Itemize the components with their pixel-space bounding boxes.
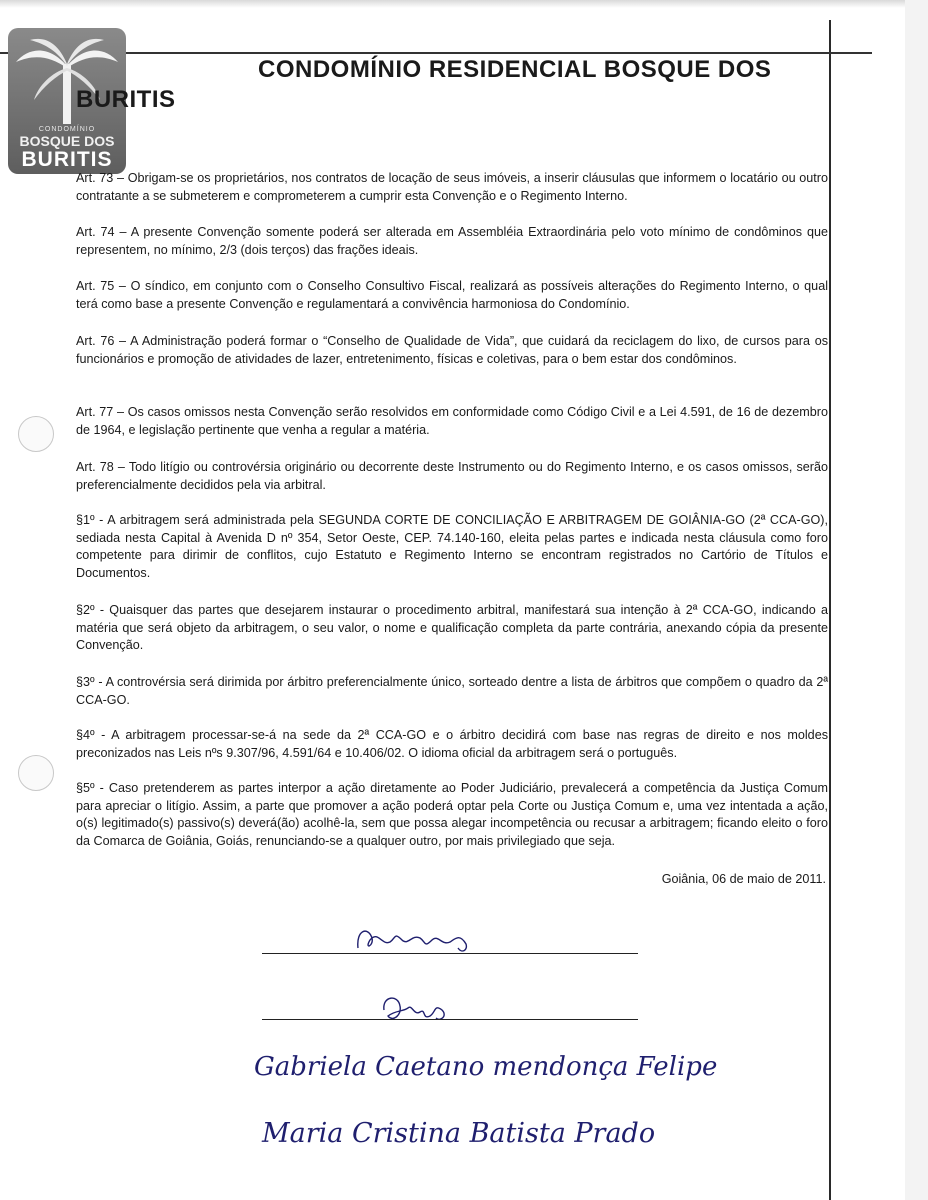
logo-small-text: CONDOMÍNIO xyxy=(38,126,96,133)
document-title-line1: CONDOMÍNIO RESIDENCIAL BOSQUE DOS xyxy=(258,56,772,83)
paragraph-2: §2º - Quaisquer das partes que desejarem instaurar o procedimento arbitral, manifestará sua intenção à 2ª CCA-GO, indicando a matéria que será objeto da arbitragem, o seu valor, o nome e qualificação completa da parte contrária, anexando cópia da presente Convenção. xyxy=(76,603,828,652)
signature-line xyxy=(262,953,638,954)
punch-hole xyxy=(18,755,54,791)
signature-3: Gabriela Caetano mendonça Felipe xyxy=(254,1052,718,1082)
logo-mid-text: BOSQUE DOS xyxy=(19,133,115,149)
scan-margin xyxy=(905,0,928,1200)
paragraph-4: §4º - A arbitragem processar-se-á na sede da 2ª CCA-GO e o árbitro decidirá com base nas regras de direito e nos moldes preconizados nas Leis nºs 9.307/96, 4.591/64 e 10.406/02. O idioma oficial da arbitragem será o português. xyxy=(76,728,828,760)
article-78: Art. 78 – Todo litígio ou controvérsia originário ou decorrente deste Instrumento ou do Regimento Interno, e os casos omissos, serão preferencialmente decididos pela via arbitral. xyxy=(76,460,828,492)
article-73: Art. 73 – Obrigam-se os proprietários, nos contratos de locação de seus imóveis, a inserir cláusulas que informem o locatário ou outro contratante a se submeterem e comprometerem a cumprir esta Convenção e o Regimento Interno. xyxy=(76,171,828,203)
article-77: Art. 77 – Os casos omissos nesta Convenção serão resolvidos em conformidade como Código Civil e a Lei 4.591, de 16 de dezembro de 1964, e legislação pertinente que venha a regular a matéria. xyxy=(76,405,828,437)
signature-4: Maria Cristina Batista Prado xyxy=(262,1118,656,1149)
page-border-right xyxy=(829,20,831,1200)
paragraph-1: §1º - A arbitragem será administrada pela SEGUNDA CORTE DE CONCILIAÇÃO E ARBITRAGEM DE GOIÂNIA-GO (2ª CCA-GO), sediada nesta Capital à Avenida D nº 354, Setor Oeste, CEP. 74.140-160, eleita pelas partes e indicada nesta cláusula como foro competente para dirimir de conflitos, cujo Estatuto e Regimento Interno se encontram registrados no Cartório de Títulos e Documentos. xyxy=(76,513,828,580)
article-74: Art. 74 – A presente Convenção somente poderá ser alterada em Assembléia Extraordinária pelo voto mínimo de condôminos que representem, no mínimo, 2/3 (dois terços) das frações ideais. xyxy=(76,225,828,257)
signature-2 xyxy=(378,990,458,1030)
paragraph-3: §3º - A controvérsia será dirimida por árbitro preferencialmente único, sorteado dentre a lista de árbitros que compõem o quadro da 2ª CCA-GO. xyxy=(76,675,828,707)
paragraph-5: §5º - Caso pretenderem as partes interpor a ação diretamente ao Poder Judiciário, prevalecerá a competência da Justiça Comum para apreciar o litígio. Assim, a parte que promover a ação poderá optar pela Corte ou Justiça Comum e, uma vez intentada a ação, o(s) legitimado(s) passivo(s) deverá(ão) acolhê-la, sem que possa alegar incompetência ou recusar a arbitragem; ficando eleito o foro da Comarca de Goiânia, Goiás, renunciando-se a qualquer outro, por mais privilegiado que seja. xyxy=(76,781,828,848)
document-title-line2: BURITIS xyxy=(76,86,176,113)
article-75: Art. 75 – O síndico, em conjunto com o Conselho Consultivo Fiscal, realizará as possíveis alterações do Regimento Interno, o qual terá como base a presente Convenção e regulamentará a convivência harmoniosa do Condomínio. xyxy=(76,279,828,311)
scan-edge xyxy=(0,0,928,8)
header-divider xyxy=(0,52,872,54)
signature-1 xyxy=(350,920,480,960)
logo-big-text: BURITIS xyxy=(21,148,113,171)
article-76: Art. 76 – A Administração poderá formar o “Conselho de Qualidade de Vida”, que cuidará da reciclagem do lixo, de cursos para os funcionários e promoção de atividades de lazer, entretenimento, físicas e coletivas, para o bem estar dos condôminos. xyxy=(76,334,828,366)
punch-hole xyxy=(18,416,54,452)
document-date: Goiânia, 06 de maio de 2011. xyxy=(661,872,826,886)
signature-line xyxy=(262,1019,638,1020)
